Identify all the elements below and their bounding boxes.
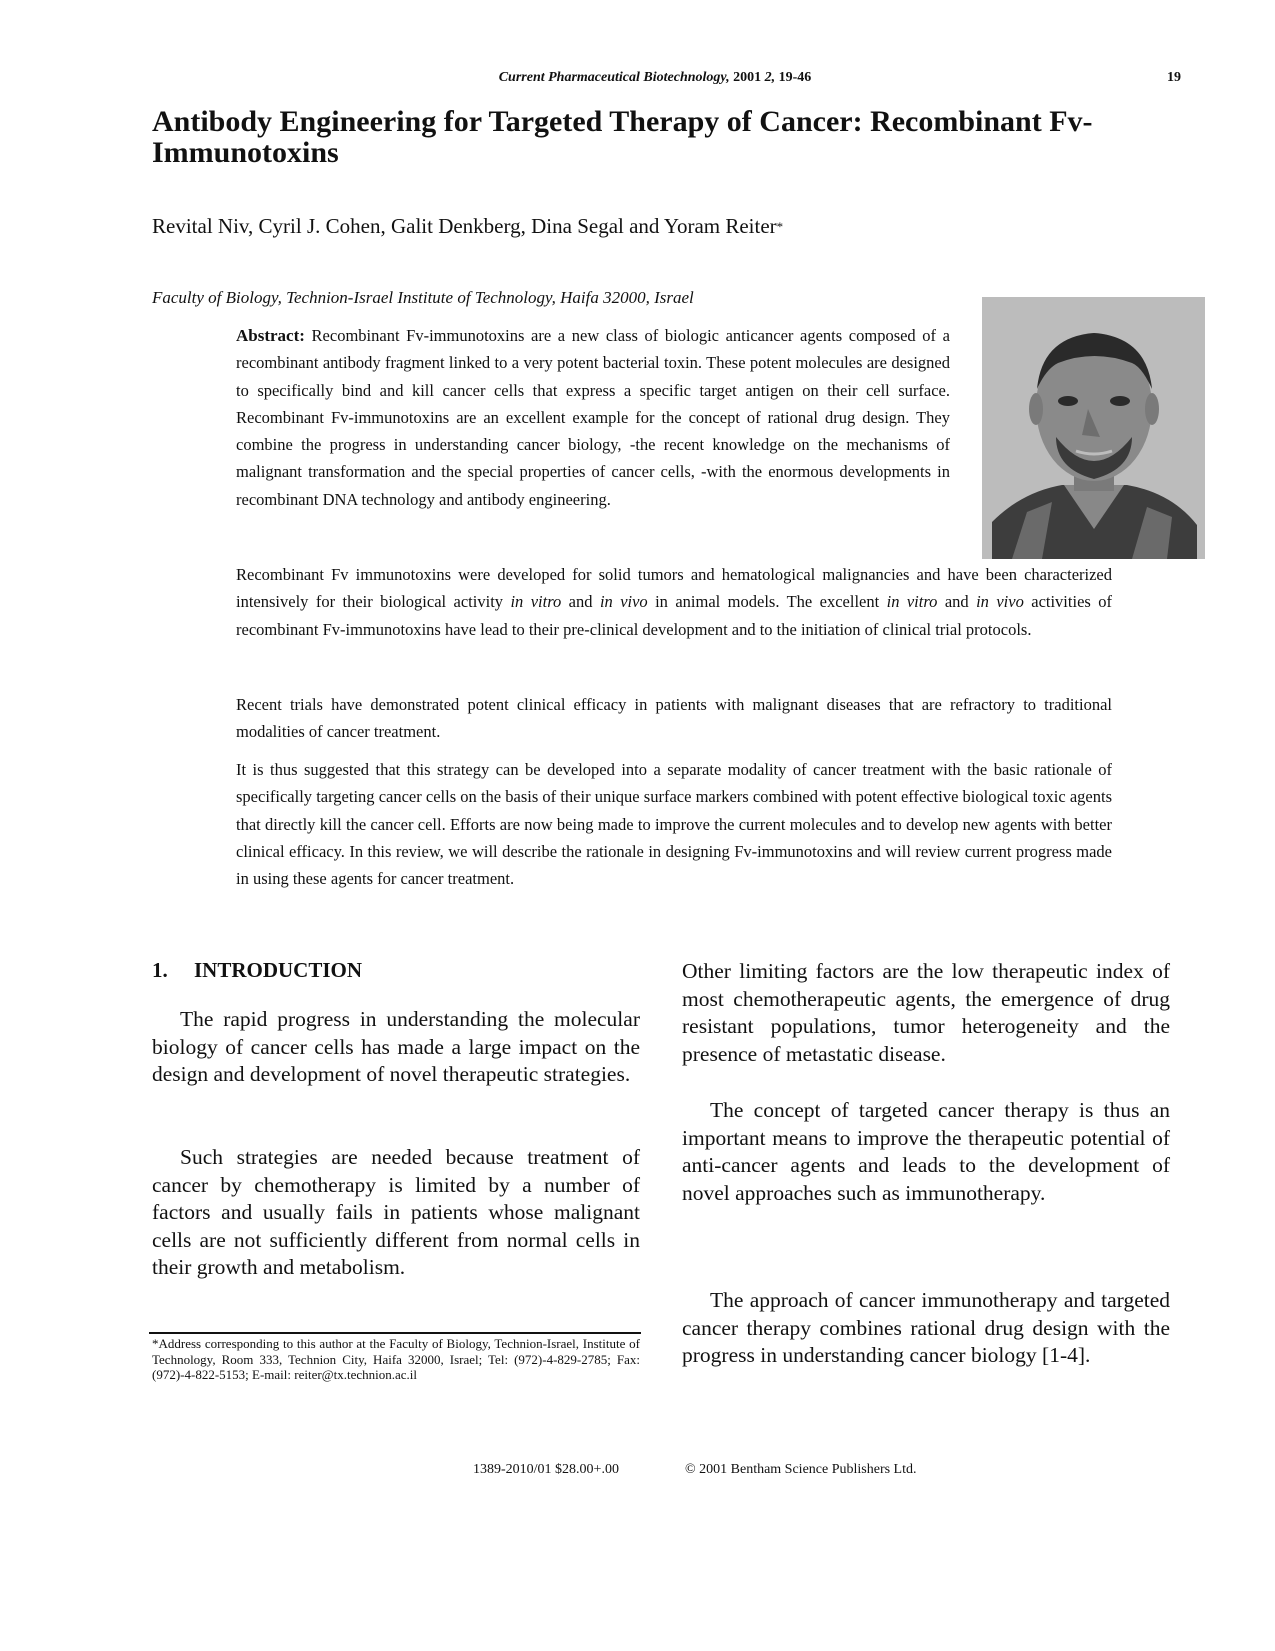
authors-text: Revital Niv, Cyril J. Cohen, Galit Denkberg, Dina Segal and Yoram Reiter — [152, 214, 777, 238]
abstract-italic-in-vivo-2: in vivo — [976, 592, 1024, 612]
article-title — [152, 106, 1172, 168]
title-line-1: Antibody Engineering for Targeted Therapy of Cancer: Recombinant Fv- — [152, 105, 1093, 138]
journal-pages: 19-46 — [778, 70, 812, 85]
issn-price: 1389-2010/01 $28.00+.00 — [473, 1462, 619, 1477]
author-photo — [982, 297, 1205, 559]
abstract-paragraph-4: It is thus suggested that this strategy can be developed into a separate modality of cancer treatment with the basic rationale of specifically targeting cancer cells on the basis of their unique surface markers combined with potent effective biological toxic agents that directly kill the cancer cell. Efforts are now being made to improve the current molecules and to develop new agents with better clinical efficacy. In this review, we will describe the rationale in designing Fv-immunotoxins and will review current progress made in using these agents for cancer treatment. — [236, 760, 1112, 889]
abstract-text-2g: and — [937, 592, 977, 612]
right-paragraph-3: The approach of cancer immunotherapy and targeted cancer therapy combines rational drug design with the progress in understanding cancer biology [1-4]. — [682, 1288, 1170, 1368]
intro-paragraph-2: Such strategies are needed because treatment of cancer by chemotherapy is limited by a number of factors and usually fails in patients whose malignant cells are not sufficiently different from normal cells in their growth and metabolism. — [152, 1145, 640, 1280]
section-heading — [152, 958, 362, 983]
right-paragraph-2: The concept of targeted cancer therapy is thus an important means to improve the therapeutic potential of anti-cancer agents and leads to the development of novel approaches such as immunotherapy. — [682, 1098, 1170, 1205]
page-number: 19 — [1167, 70, 1181, 85]
abstract-italic-in-vivo: in vivo — [599, 592, 648, 612]
abstract-italic-in-vitro-2: in vitro — [886, 592, 938, 612]
abstract-text-1: Recombinant Fv-immunotoxins are a new class of biologic anticancer agents composed of a recombinant antibody fragment linked to a very potent bacterial toxin. These potent molecules are designed to specifically bind and kill cancer cells that express a specific target antigen on their cell surface. Recombinant Fv-immunotoxins are an excellent example for the concept of rational drug design. They combine the progress in understanding cancer biology, -the recent knowledge on the mechanisms of malignant transformation and the special properties of cancer cells, -with the enormous developments in recombinant DNA technology and antibody engineering. — [236, 326, 950, 509]
title-line-2: Immunotoxins — [152, 136, 339, 169]
footnote-rule — [149, 1332, 641, 1334]
journal-name: Current Pharmaceutical Biotechnology, — [498, 70, 730, 85]
abstract-paragraph-3: Recent trials have demonstrated potent clinical efficacy in patients with malignant diseases that are refractory to traditional modalities of cancer treatment. — [236, 695, 1112, 742]
right-paragraph-1: Other limiting factors are the low therapeutic index of most chemotherapeutic agents, the emergence of drug resistant populations, tumor heterogeneity and the presence of metastatic disease. — [682, 959, 1170, 1066]
author-portrait-image — [982, 297, 1205, 559]
corresponding-author-mark: * — [776, 219, 784, 234]
author-list — [152, 214, 783, 239]
journal-header — [150, 70, 1160, 86]
abstract-paragraph-2 — [236, 561, 1112, 643]
section-title: INTRODUCTION — [194, 958, 363, 982]
abstract-text-2c: and — [561, 592, 600, 612]
copyright: © 2001 Bentham Science Publishers Ltd. — [685, 1462, 917, 1477]
affiliation: Faculty of Biology, Technion-Israel Institute of Technology, Haifa 32000, Israel — [152, 288, 694, 307]
intro-paragraph-1: The rapid progress in understanding the molecular biology of cancer cells has made a large impact on the design and development of novel therapeutic strategies. — [152, 1007, 640, 1087]
abstract-label: Abstract: — [236, 326, 305, 345]
abstract-italic-in-vitro: in vitro — [510, 592, 562, 612]
section-number: 1. — [152, 958, 168, 982]
abstract-paragraph-1 — [236, 322, 950, 513]
abstract-text-2e: in animal models. The excellent — [647, 592, 887, 612]
abstract-text-2a: Recombinant Fv immunotoxins were developed for solid tumors and hematological malignancies and have been characterized intensively for their biological activity — [236, 565, 1112, 612]
footnote: *Address corresponding to this author at the Faculty of Biology, Technion-Israel, Institute of Technology, Room 333, Technion City, Haifa 32000, Israel; Tel: (972)-4-829-2785; Fax: (972)-4-822-5153; E-mail: reiter@tx.technion.ac.il — [152, 1336, 640, 1382]
journal-volume: 2, — [764, 70, 776, 85]
journal-year: 2001 — [733, 70, 762, 85]
abstract-text-2i: activities of recombinant Fv-immunotoxins have lead to their pre-clinical development and to the initiation of clinical trial protocols. — [236, 592, 1112, 639]
